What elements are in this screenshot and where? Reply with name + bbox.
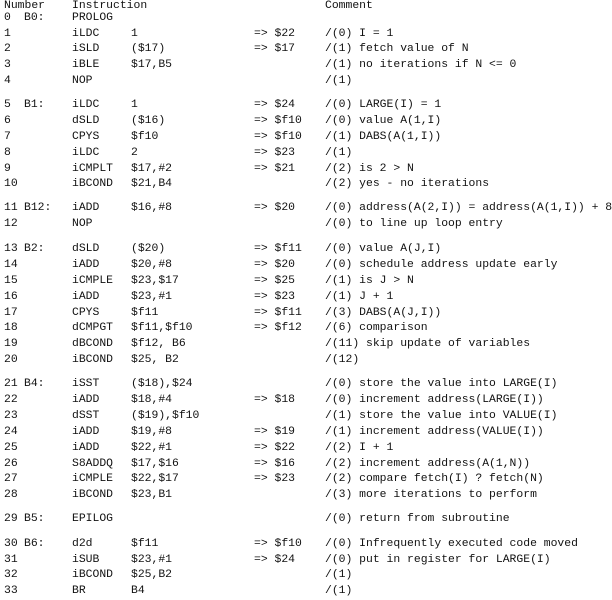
comment: /(0) store the value into LARGE(I): [325, 378, 558, 390]
line-number: 2: [4, 43, 11, 55]
instruction: dCMPGT: [72, 322, 114, 334]
comment: /(1): [325, 147, 353, 159]
instruction: iADD: [72, 291, 100, 303]
destination: => $19: [254, 426, 296, 438]
comment: /(1) increment address(VALUE(I)): [325, 426, 544, 438]
destination: => $f12: [254, 322, 302, 334]
instruction: iADD: [72, 259, 100, 271]
header-number: Number: [4, 0, 46, 12]
line-number: 18: [4, 322, 18, 334]
line-number: 0: [4, 12, 11, 24]
destination: => $17: [254, 43, 296, 55]
operands: ($18),$24: [131, 378, 193, 390]
operands: $16,#8: [131, 202, 173, 214]
listing-row: [0, 148, 550, 162]
listing-row: [0, 586, 550, 600]
line-number: 4: [4, 75, 11, 87]
block-label: B6:: [24, 538, 45, 550]
comment: /(1): [325, 569, 353, 581]
comment: /(0) I = 1: [325, 28, 394, 40]
listing-row: [0, 219, 550, 233]
listing-row: [0, 164, 550, 178]
operands: $f11: [131, 538, 159, 550]
operands: $23,$17: [131, 275, 179, 287]
operands: $17,$16: [131, 458, 179, 470]
listing-row: [0, 443, 550, 457]
listing-row: [0, 514, 550, 528]
line-number: 8: [4, 147, 11, 159]
line-number: 7: [4, 131, 11, 143]
instruction: iSLD: [72, 43, 100, 55]
comment: /(0) value A(J,I): [325, 243, 442, 255]
destination: => $f10: [254, 115, 302, 127]
listing-row: [0, 308, 550, 322]
listing-row: [0, 276, 550, 290]
comment: /(0) return from subroutine: [325, 513, 510, 525]
instruction: dBCOND: [72, 338, 114, 350]
listing-row: [0, 490, 550, 504]
line-number: 27: [4, 473, 18, 485]
operands: $23,#1: [131, 291, 173, 303]
instruction: iCMPLE: [72, 275, 114, 287]
listing-row: [0, 100, 550, 114]
block-label: B12:: [24, 202, 52, 214]
operands: B4: [131, 585, 145, 597]
line-number: 15: [4, 275, 18, 287]
destination: => $23: [254, 473, 296, 485]
instruction: iSST: [72, 378, 100, 390]
comment: /(2) is 2 > N: [325, 163, 414, 175]
listing-row: [0, 474, 550, 488]
line-number: 17: [4, 307, 18, 319]
listing-row: [0, 570, 550, 584]
operands: $21,B4: [131, 178, 173, 190]
instruction: NOP: [72, 75, 93, 87]
comment: /(2) I + 1: [325, 442, 394, 454]
line-number: 12: [4, 218, 18, 230]
instruction: CPYS: [72, 131, 100, 143]
operands: 1: [131, 99, 138, 111]
block-label: B2:: [24, 243, 45, 255]
listing-row: [0, 292, 550, 306]
operands: $f12, B6: [131, 338, 186, 350]
listing-row: [0, 459, 550, 473]
line-number: 16: [4, 291, 18, 303]
line-number: 3: [4, 59, 11, 71]
line-number: 11: [4, 202, 18, 214]
comment: /(1) store the value into VALUE(I): [325, 410, 558, 422]
line-number: 24: [4, 426, 18, 438]
instruction: PROLOG: [72, 12, 114, 24]
line-number: 28: [4, 489, 18, 501]
comment: /(2) yes - no iterations: [325, 178, 490, 190]
instruction: iLDC: [72, 28, 100, 40]
operands: $17,B5: [131, 59, 173, 71]
listing-row: [0, 538, 578, 553]
line-number: 19: [4, 338, 18, 350]
comment: /(11) skip update of variables: [325, 338, 531, 350]
instruction: S8ADDQ: [72, 458, 114, 470]
operands: $23,#1: [131, 554, 173, 566]
comment: /(0) LARGE(I) = 1: [325, 99, 442, 111]
instruction: iBLE: [72, 59, 100, 71]
line-number: 21: [4, 378, 18, 390]
header-instruction: Instruction: [72, 0, 148, 12]
listing-row: [0, 29, 550, 43]
comment: /(0) to line up loop entry: [325, 218, 503, 230]
comment: /(1) DABS(A(1,I)): [325, 131, 442, 143]
destination: => $21: [254, 163, 296, 175]
listing-row: [0, 179, 550, 193]
operands: $25,B2: [131, 569, 173, 581]
instruction: iSUB: [72, 554, 100, 566]
line-number: 1: [4, 28, 11, 40]
instruction: iCMPLT: [72, 163, 114, 175]
comment: /(0) put in register for LARGE(I): [325, 554, 551, 566]
operands: $17,#2: [131, 163, 173, 175]
destination: => $24: [254, 99, 296, 111]
header-comment: Comment: [325, 0, 373, 12]
operands: $f11: [131, 307, 159, 319]
operands: ($19),$f10: [131, 410, 200, 422]
instruction: iBCOND: [72, 569, 114, 581]
operands: ($16): [131, 115, 166, 127]
comment: /(1) J + 1: [325, 291, 394, 303]
destination: => $f10: [254, 538, 302, 550]
comment: /(1) fetch value of N: [325, 43, 469, 55]
line-number: 29: [4, 513, 18, 525]
listing-row: [0, 244, 550, 258]
operands: 2: [131, 147, 138, 159]
comment: /(3) more iterations to perform: [325, 489, 537, 501]
destination: => $16: [254, 458, 296, 470]
line-number: 6: [4, 115, 11, 127]
operands: $22,#1: [131, 442, 173, 454]
instruction: d2d: [72, 538, 93, 550]
comment: /(6) comparison: [325, 322, 428, 334]
comment: /(0) Infrequently executed code moved: [325, 538, 578, 550]
destination: => $24: [254, 554, 296, 566]
instruction: iCMPLE: [72, 473, 114, 485]
line-number: 10: [4, 178, 18, 190]
instruction: dSLD: [72, 115, 100, 127]
listing-row: [0, 60, 550, 74]
listing-row: [0, 427, 550, 441]
comment: /(0) schedule address update early: [325, 259, 558, 271]
comment: /(0) address(A(2,I)) = address(A(1,I)) + 8: [325, 202, 612, 214]
comment: /(1): [325, 585, 353, 597]
line-number: 33: [4, 585, 18, 597]
destination: => $23: [254, 291, 296, 303]
listing-row: [0, 44, 550, 58]
block-label: B0:: [24, 12, 45, 24]
line-number: 22: [4, 394, 18, 406]
comment: /(1): [325, 75, 353, 87]
listing-row: [0, 132, 550, 146]
instruction: dSST: [72, 410, 100, 422]
destination: => $20: [254, 259, 296, 271]
line-number: 31: [4, 554, 18, 566]
line-number: 20: [4, 354, 18, 366]
block-label: B4:: [24, 378, 45, 390]
listing-row: [0, 555, 550, 569]
operands: $f11,$f10: [131, 322, 193, 334]
comment: /(2) compare fetch(I) ? fetch(N): [325, 473, 544, 485]
listing-row: [0, 378, 558, 393]
operands: $f10: [131, 131, 159, 143]
listing-row: [0, 202, 612, 217]
destination: => $22: [254, 442, 296, 454]
listing-row: [0, 76, 550, 90]
instruction: iADD: [72, 426, 100, 438]
listing-row: [0, 339, 550, 353]
listing-row: [0, 323, 550, 337]
instruction: iBCOND: [72, 489, 114, 501]
line-number: 25: [4, 442, 18, 454]
listing-row: [0, 259, 558, 274]
listing-row: [0, 116, 550, 130]
comment: /(2) increment address(A(1,N)): [325, 458, 531, 470]
line-number: 26: [4, 458, 18, 470]
operands: $19,#8: [131, 426, 173, 438]
instruction: iLDC: [72, 147, 100, 159]
comment: /(1) no iterations if N <= 0: [325, 59, 517, 71]
operands: $23,B1: [131, 489, 173, 501]
line-number: 23: [4, 410, 18, 422]
instruction: iADD: [72, 442, 100, 454]
line-number: 9: [4, 163, 11, 175]
operands: $25, B2: [131, 354, 179, 366]
destination: => $f11: [254, 243, 302, 255]
destination: => $f10: [254, 131, 302, 143]
instruction: iBCOND: [72, 178, 114, 190]
operands: $20,#8: [131, 259, 173, 271]
instruction: CPYS: [72, 307, 100, 319]
listing-row: [0, 395, 550, 409]
comment: /(0) value A(1,I): [325, 115, 442, 127]
instruction: dSLD: [72, 243, 100, 255]
operands: $22,$17: [131, 473, 179, 485]
instruction: BR: [72, 585, 86, 597]
destination: => $20: [254, 202, 296, 214]
instruction: EPILOG: [72, 513, 114, 525]
instruction: iBCOND: [72, 354, 114, 366]
destination: => $22: [254, 28, 296, 40]
operands: $18,#4: [131, 394, 173, 406]
comment: /(0) increment address(LARGE(I)): [325, 394, 544, 406]
destination: => $25: [254, 275, 296, 287]
comment: /(3) DABS(A(J,I)): [325, 307, 442, 319]
line-number: 14: [4, 259, 18, 271]
line-number: 32: [4, 569, 18, 581]
listing-row: [0, 13, 550, 27]
comment: /(12): [325, 354, 360, 366]
listing-row: [0, 355, 550, 369]
destination: => $f11: [254, 307, 302, 319]
line-number: 5: [4, 99, 11, 111]
instruction: NOP: [72, 218, 93, 230]
destination: => $23: [254, 147, 296, 159]
operands: ($17): [131, 43, 166, 55]
destination: => $18: [254, 394, 296, 406]
instruction: iLDC: [72, 99, 100, 111]
instruction: iADD: [72, 202, 100, 214]
block-label: B1:: [24, 99, 45, 111]
operands: 1: [131, 28, 138, 40]
listing-row: [0, 410, 558, 425]
line-number: 30: [4, 538, 18, 550]
comment: /(1) is J > N: [325, 275, 414, 287]
instruction: iADD: [72, 394, 100, 406]
block-label: B5:: [24, 513, 45, 525]
line-number: 13: [4, 243, 18, 255]
operands: ($20): [131, 243, 166, 255]
